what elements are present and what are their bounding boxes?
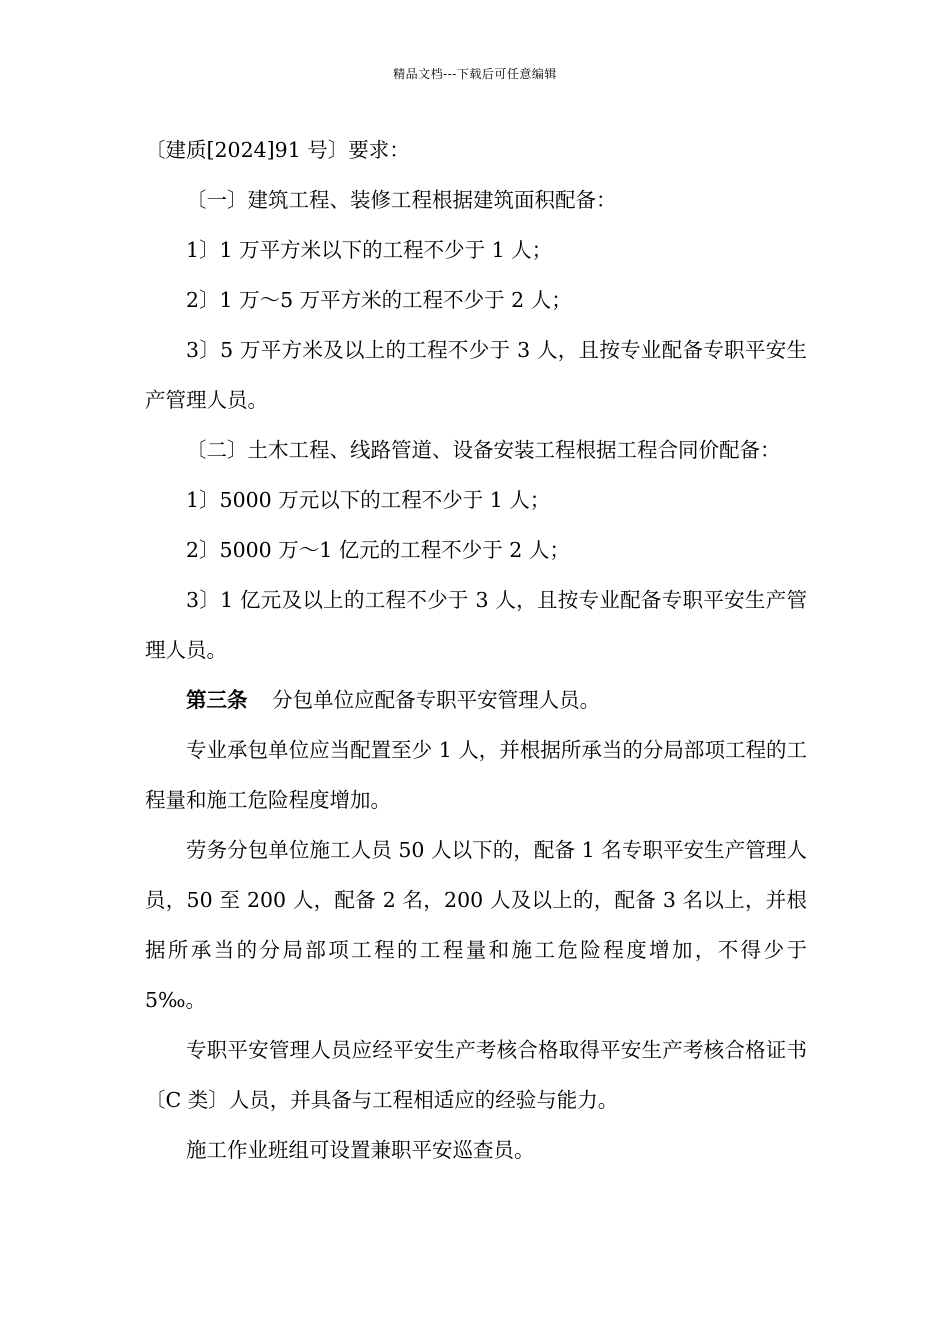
paragraph-item-3: 3〕5 万平方米及以上的工程不少于 3 人，且按专业配备专职平安生产管理人员。 <box>145 338 807 412</box>
paragraph-inspector: 施工作业班组可设置兼职平安巡查员。 <box>186 1138 535 1162</box>
paragraph-standard-reference: 〔建质[2024]91 号〕要求： <box>145 138 410 162</box>
paragraph-item-1: 1〕1 万平方米以下的工程不少于 1 人； <box>186 238 553 262</box>
paragraph-section-one-heading: 〔一〕建筑工程、装修工程根据建筑面积配备： <box>186 188 617 212</box>
paragraph-specialty-contractor: 专业承包单位应当配置至少 1 人，并根据所承当的分局部项工程的工程量和施工危险程度增加。 <box>145 738 807 812</box>
paragraph-qualification: 专职平安管理人员应经平安生产考核合格取得平安生产考核合格证书〔C 类〕人员，并具备与工程相适应的经验与能力。 <box>145 1038 807 1112</box>
article-title: 第三条 <box>186 688 248 712</box>
paragraph-item-1-contract: 1〕5000 万元以下的工程不少于 1 人； <box>186 488 551 512</box>
paragraph-section-two-heading: 〔二〕土木工程、线路管道、设备安装工程根据工程合同价配备： <box>186 438 781 462</box>
paragraph-item-3-contract: 3〕1 亿元及以上的工程不少于 3 人，且按专业配备专职平安生产管理人员。 <box>145 588 807 662</box>
page-header: 精品文档---下载后可任意编辑 <box>393 67 557 81</box>
paragraph-labor-subcontractor: 劳务分包单位施工人员 50 人以下的，配备 1 名专职平安生产管理人员，50 至 200 人，配备 2 名，200 人及以上的，配备 3 名以上，并根据所承当的分局部项工程的工程量和施工危险程度增加，不得少于 5‰。 <box>145 838 807 1012</box>
paragraph-item-2: 2〕1 万～5 万平方米的工程不少于 2 人； <box>186 288 572 312</box>
paragraph-item-2-contract: 2〕5000 万～1 亿元的工程不少于 2 人； <box>186 538 570 562</box>
document-body <box>145 125 807 1175</box>
article-text: 分包单位应配备专职平安管理人员。 <box>272 688 601 712</box>
paragraph-article-three <box>145 675 807 725</box>
